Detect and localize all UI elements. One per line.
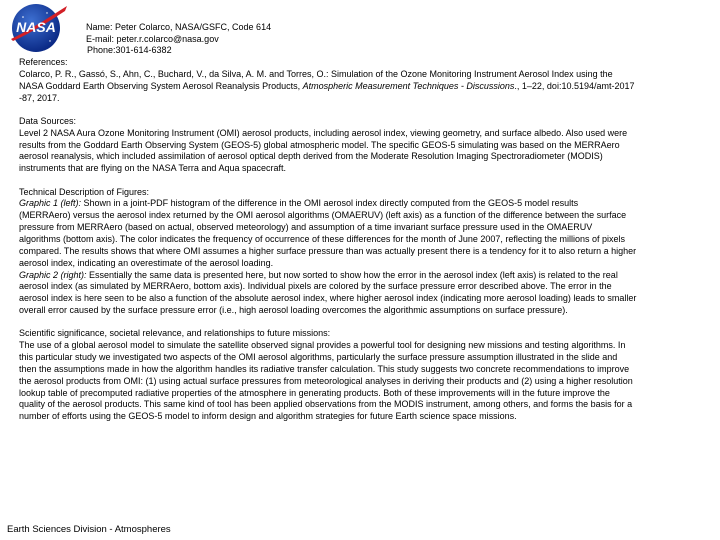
text-line — [19, 281, 719, 293]
italic-text: Graphic 2 (right): — [19, 269, 87, 280]
text-segment: aerosol index, indicating an overestimate of the aerosol loading. — [19, 257, 274, 268]
document-body — [19, 57, 719, 435]
text-segment: Colarco, P. R., Gassó, S., Ahn, C., Buchard, V., da Silva, A. M. and Torres, O.: Simulation of the Ozone Monitoring Instrument Aerosol Index using the — [19, 68, 613, 79]
text-line — [19, 151, 719, 163]
text-line — [19, 399, 719, 411]
text-segment: ., 1–22, doi:10.5194/amt-2017 — [514, 80, 635, 91]
technical-description-section — [19, 187, 719, 317]
text-segment: The use of a global aerosol model to simulate the satellite observed signal provides a powerful tool for designing new missions and testing algorithms. In — [19, 340, 626, 351]
text-line — [19, 270, 719, 282]
text-segment: quality of the aerosol products. This same kind of tool has been applied observations from the MODIS instrument, among others, and forms the basis for a — [19, 399, 633, 410]
text-segment: Level 2 NASA Aura Ozone Monitoring Instrument (OMI) aerosol products, including aerosol index, viewing geometry, and surface albedo. Also used were — [19, 127, 628, 138]
text-line — [19, 128, 719, 140]
italic-text: Atmospheric Measurement Techniques - Discussions — [302, 80, 515, 91]
section-heading: Technical Description of Figures: — [19, 186, 150, 197]
text-line — [19, 198, 719, 210]
text-segment: this particular study we investigated two aspects of the OMI aerosol algorithms, particularly the surface pressure assumption illustrated in the slide and — [19, 352, 618, 363]
text-line — [19, 93, 719, 105]
text-segment: results from the Goddard Earth Observing System (GEOS-5) global atmospheric model. The specific GEOS-5 simulating was based on the MERRAero — [19, 139, 620, 150]
text-segment: then the assumptions made in how the algorithm handles its radiative transfer calculation. This study suggests two concrete recommendations to improve — [19, 363, 630, 374]
text-line — [19, 81, 719, 93]
text-segment: (MERRAero) versus the aerosol index returned by the OMI aerosol algorithms (OMAERUV) (left axis) as a function of the difference between the surface — [19, 210, 627, 221]
text-segment: algorithms (bottom axis). The color indicates the frequency of occurrence of these differences for the month of June 2007, reflecting the millions of pixels — [19, 233, 625, 244]
contact-info — [86, 22, 271, 57]
footer-division: Earth Sciences Division - Atmospheres — [7, 524, 171, 535]
text-line — [19, 376, 719, 388]
text-segment: the aerosol products from OMI: (1) using actual surface pressures from meteorological analyses in deriving their products and (2) using a higher resolution — [19, 375, 633, 386]
text-line — [19, 293, 719, 305]
text-segment: compared. The results shows that where OMI assumes a higher surface pressure than was actually present there is a tendency for it to also return a higher — [19, 245, 637, 256]
section-heading: Data Sources: — [19, 115, 77, 126]
text-line — [19, 246, 719, 258]
text-segment: NASA Goddard Earth Observing System Aerosol Reanalysis Products, — [19, 80, 303, 91]
text-segment: number of efforts using the GEOS-5 model to inform design and algorithm strategies for future Earth science space missions. — [19, 411, 517, 422]
text-line — [19, 140, 719, 152]
contact-name: Name: Peter Colarco, NASA/GSFC, Code 614 — [86, 22, 272, 32]
text-line — [19, 258, 719, 270]
text-segment: -87, 2017. — [19, 92, 60, 103]
text-segment: aerosol index is here seen to be also a function of the absolute aerosol index, where higher aerosol index (indicating more aerosol loading) leads to smaller — [19, 293, 637, 304]
text-line — [19, 163, 719, 175]
text-segment: aerosol index (as simulated by MERRAero, bottom axis). Individual pixels are colored by the surface pressure error described above. The error in the — [19, 281, 612, 292]
text-line — [19, 388, 719, 400]
contact-email: E-mail: peter.r.colarco@nasa.gov — [86, 33, 219, 44]
svg-text:NASA: NASA — [16, 19, 56, 35]
text-line — [19, 305, 719, 317]
scientific-significance-section — [19, 328, 719, 423]
text-line — [19, 210, 719, 222]
text-segment: overall error caused by the surface pressure error (i.e., high aerosol loading overcomes the algorithmic assumptions on surface pressure). — [19, 305, 568, 316]
data-sources-section — [19, 116, 719, 175]
text-segment: pressure from MERRAero (based on actual, observed meteorology) and assumption of a time invariant surface pressure used in the OMAERUV — [19, 222, 593, 233]
text-line — [19, 234, 719, 246]
text-line — [19, 364, 719, 376]
text-segment: Shown in a joint-PDF histogram of the difference in the OMI aerosol index directly computed from the GEOS-5 model results — [81, 198, 579, 209]
section-heading: References: — [19, 57, 68, 67]
italic-text: Graphic 1 (left): — [19, 198, 82, 209]
contact-phone: Phone:301-614-6382 — [87, 45, 172, 56]
references-section — [19, 57, 719, 104]
text-line — [19, 352, 719, 364]
text-segment: aerosol reanalysis, which included assimilation of aerosol optical depth derived from the Moderate Resolution Imaging Spectroradiometer (MODIS) — [19, 151, 603, 162]
text-line — [19, 222, 719, 234]
text-segment: instruments that are flying on the NASA Terra and Aqua spacecraft. — [19, 163, 286, 174]
text-line — [19, 411, 719, 423]
section-heading: Scientific significance, societal relevance, and relationships to future missions: — [19, 328, 331, 339]
text-line — [19, 69, 719, 81]
text-segment: lookup table of precomputed radiative properties of the atmosphere in generating products. Both of these improvements will in the future improve the — [19, 387, 610, 398]
text-line — [19, 340, 719, 352]
text-segment: Essentially the same data is presented here, but now sorted to show how the error in the aerosol index (left axis) is related to the real — [86, 269, 618, 280]
nasa-logo — [3, 3, 69, 53]
